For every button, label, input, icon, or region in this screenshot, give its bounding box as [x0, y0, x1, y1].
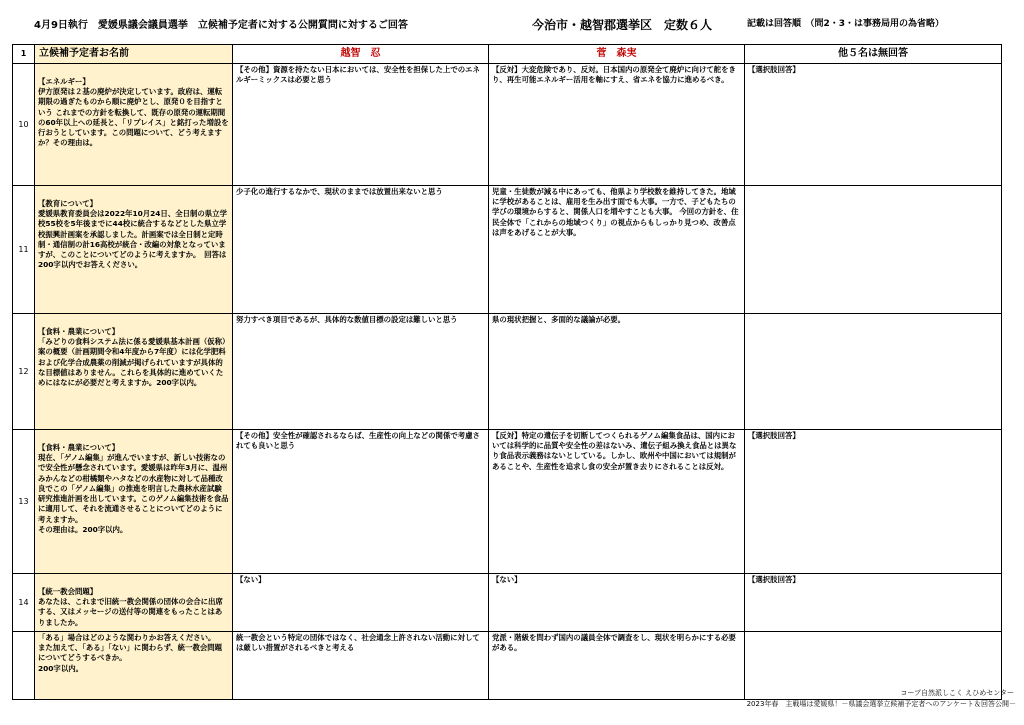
question-cell-text: 【エネルギー】 伊方原発は２基の廃炉が決定しています。政府は、運転期限の過ぎたものから順に廃炉とし、原発０を目指すという これまでの方針を転換して、既存の原発の運転期間の60年以上への延長と、「リプレイス」と銘打った増設を行おうとしています。この問題について、どう考えますか？その理由は。: [38, 77, 229, 148]
table-row: [13, 64, 1002, 186]
answer-candidate-2-text: 県の現状把握と、多面的な議論が必要。: [492, 315, 626, 324]
question-cell: [35, 186, 233, 314]
answer-candidate-1: [233, 632, 489, 700]
question-cell: [35, 632, 233, 700]
row-number-text: 14: [18, 597, 29, 607]
question-cell: [35, 314, 233, 430]
row-number: [13, 314, 35, 430]
header-candidate-2: 菅 森実: [489, 45, 745, 64]
header-others: 他５名は無回答: [745, 45, 1002, 64]
answer-candidate-1: [233, 314, 489, 430]
answer-candidate-2-text: 党派・階級を問わず国内の議員全体で調査をし、現状を明らかにする必要がある。: [492, 633, 736, 653]
row-number-text: 13: [18, 496, 29, 506]
answer-others: [745, 64, 1002, 186]
question-cell-text: 「ある」場合はどのような関わりかお答えください。 また加えて、「ある」「ない」に関わらず、統一教会問題についてどうするべきか。 200字以内。: [38, 633, 223, 673]
row-number: [13, 186, 35, 314]
answer-candidate-2: [489, 430, 745, 574]
table-row: [13, 632, 1002, 700]
footer-caption: 2023年春 主戦場は愛媛県！－県議会選挙立候補予定者へのアンケート＆回答公開－: [746, 700, 1016, 708]
answer-candidate-1: [233, 430, 489, 574]
row-number-text: 11: [18, 244, 29, 254]
answer-others: [745, 314, 1002, 430]
answer-candidate-1-text: 【その他】安全性が確認されるならば、生産性の向上などの関係で考慮されても良いと思う: [236, 431, 480, 451]
answer-others: [745, 186, 1002, 314]
answer-candidate-1-text: 努力すべき項目であるが、具体的な数値目標の設定は難しいと思う: [236, 315, 458, 324]
row-number: [13, 64, 35, 186]
answer-candidate-1: [233, 64, 489, 186]
answer-candidate-2-text: 【反対】大変危険であり、反対。日本国内の原発全て廃炉に向けて舵をきり、再生可能エネルギー活用を軸にすえ、省エネを協力に進めるべき。: [492, 65, 736, 85]
row-number-text: 10: [18, 119, 29, 129]
answer-others-text: 【選択肢回答】: [748, 65, 800, 74]
header-title: 4月9日執行 愛媛県議会議員選挙 立候補予定者に対する公開質問に対するご回答: [34, 20, 408, 31]
answer-candidate-2: [489, 632, 745, 700]
answer-candidate-2: [489, 314, 745, 430]
table-header-row: [13, 45, 1002, 64]
question-cell: [35, 64, 233, 186]
answer-candidate-2-text: 児童・生徒数が減る中にあっても、他県より学校数を維持してきた。地域に学校があることは、雇用を生み出す面でも大事。一方で、子どもたちの学びの環境からすると、関係人口を増やすことも大事。 今回の方針を、住民全体で「これからの地域つくり」の視点からもしっかり見つめ、改善点は声をあげることが大事。: [492, 187, 739, 237]
answer-candidate-2: [489, 574, 745, 632]
answer-candidate-1-text: 少子化の進行するなかで、現状のままでは放置出来ないと思う: [236, 187, 443, 196]
answer-candidate-1: [233, 186, 489, 314]
question-cell-text: 【教育について】 愛媛県教育委員会は2022年10月24日、全日制の県立学校55校を5年後までに44校に統合するなどとした県立学校振興計画案を承認しました。計画案では全日制と定時制・通信制の計16高校が統合・改編の対象となっていますが、このことについてどのように考えますか。 回答は200字以内でお答えください。: [38, 199, 227, 270]
header-num: 1: [13, 45, 35, 64]
answer-candidate-1-text: 【その他】資源を持たない日本においては、安全性を担保した上でのエネルギーミックスは必要と思う: [236, 65, 480, 85]
answer-candidate-2: [489, 186, 745, 314]
row-number-text: 12: [18, 366, 29, 376]
row-number: [13, 430, 35, 574]
survey-table: [12, 44, 1002, 700]
answer-candidate-2-text: 【反対】特定の遺伝子を切断してつくられるゲノム編集食品は、国内においては科学的に品質や安全性の差はないみ、遺伝子組み換え食品とは異なり食品表示義務はないとしている。しかし、欧州や中国においては規制があることや、生産性を追求し食の安全が置き去りにされることは反対。: [492, 431, 737, 471]
footer-organization: コープ自然派しこく えひめセンター: [900, 689, 1014, 697]
table-row: [13, 430, 1002, 574]
answer-candidate-2-text: 【ない】: [492, 575, 522, 584]
question-cell-text: 【食料・農業について】 「みどりの食料システム法に係る愛媛県基本計画（仮称）案の概要（計画期間令和4年度から7年度）には化学肥料および化学合成農薬の削減が掲げられていますが具体的な目標値はありません。これらを具体的に進めていくためにはなにが必要だと考えますか。200字以内。: [38, 327, 226, 388]
header-note: 記載は回答順 （問2・3・は事務局用の為省略）: [747, 19, 945, 29]
row-number: [13, 574, 35, 632]
question-cell: [35, 430, 233, 574]
header-question: 立候補予定者お名前: [35, 45, 233, 64]
answer-candidate-1-text: 【ない】: [236, 575, 266, 584]
header-candidate-1: 越智 忍: [233, 45, 489, 64]
answer-others: [745, 430, 1002, 574]
header-district: 今治市・越智郡選挙区 定数６人: [532, 18, 713, 32]
answer-candidate-1: [233, 574, 489, 632]
answer-others-text: 【選択肢回答】: [748, 575, 800, 584]
answer-others: [745, 574, 1002, 632]
table-row: [13, 186, 1002, 314]
question-cell-text: 【統一教会問題】 あなたは、これまで旧統一教会関係の団体の会合に出席する、又はメッセージの送付等の関連をもったことはありましたか。: [38, 587, 223, 627]
question-cell-text: 【食料・農業について】 現在、「ゲノム編集」が進んでいますが、新しい技術なので安全性が懸念されています。愛媛県は昨年3月に、温州みかんなどの柑橘類やハタなどの水産物に対して品種改良でこの「ゲノム編集」の推進を明言した農林水産試験研究推進計画を出しています。このゲノム編集技術を食品に適用して、それを流通させることについてどのように考えますか。 その理由は。200字以内。: [38, 443, 229, 534]
table-row: [13, 314, 1002, 430]
row-number: [13, 632, 35, 700]
table-row: [13, 574, 1002, 632]
answer-candidate-2: [489, 64, 745, 186]
answer-others-text: 【選択肢回答】: [748, 431, 800, 440]
question-cell: [35, 574, 233, 632]
answer-candidate-1-text: 統一教会という特定の団体ではなく、社会通念上許されない活動に対しては厳しい措置がされるべきと考える: [236, 633, 480, 653]
